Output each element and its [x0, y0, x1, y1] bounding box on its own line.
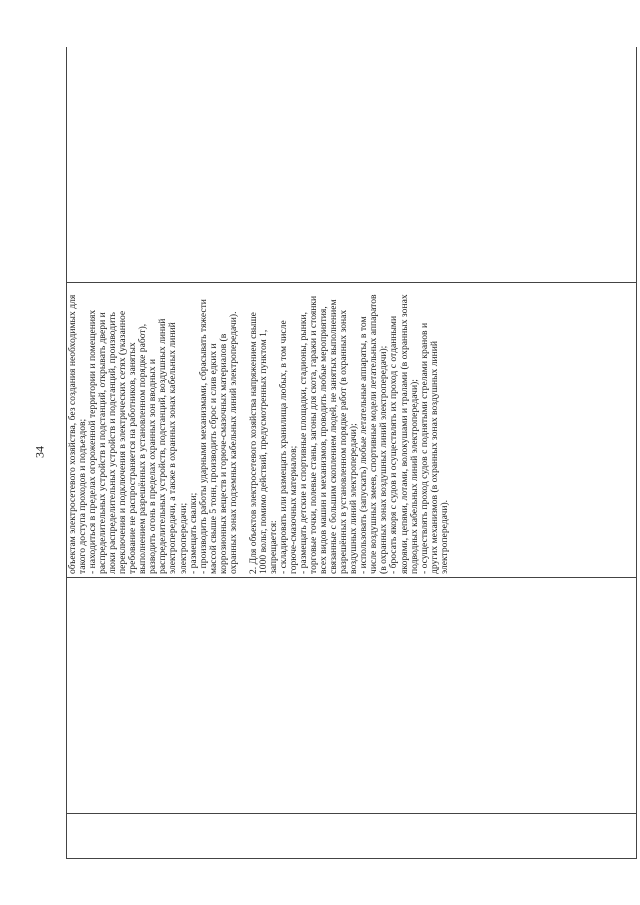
text-line: запрещается:: [267, 520, 279, 574]
text-line: электропередачи).: [438, 499, 450, 574]
table-row: [67, 47, 637, 859]
text-line: других механизмов (в охранных зонах воздушных линий: [428, 340, 440, 574]
text-line: объектам электросетевого хозяйства, без создания необходимых для: [67, 294, 78, 574]
text-line: - производить работы ударными механизмами, сбрасывать тяжести: [197, 299, 209, 574]
text-line: - размещать детские и спортивные площадки, стадионы, рынки,: [298, 311, 310, 574]
content-table: [66, 47, 637, 859]
text-line: требование не распространяется на работников, занятых: [127, 342, 139, 574]
text-line: люки распределительных устройств и подстанций, производить: [107, 312, 119, 574]
landscape-sheet: [66, 47, 637, 859]
text-line: торговые точки, полевые станы, загоны для скота, гаражи и стоянки: [308, 295, 320, 574]
text-line: - осуществлять проход судов с поднятыми стрелами кранов и: [418, 322, 430, 574]
text-line: - складировать или размещать хранилища любых, в том числе: [277, 320, 289, 574]
text-line: горюче-смазочных материалов;: [287, 445, 299, 574]
text-line: всех видов машин и механизмов, проводить любые мероприятия,: [318, 306, 330, 574]
text-line: воздушных линий электропередачи);: [348, 423, 360, 574]
text-line: - бросать якоря с судов и осуществлять их проход с отданными: [388, 315, 400, 574]
text-line: электропередачи;: [177, 502, 189, 574]
text-line: 2. Для объектов электросетевого хозяйства напряжением свыше: [247, 312, 259, 574]
text-line: охранных зонах подземных кабельных линий электропередачи).: [227, 311, 239, 574]
table-cell-empty-2: [67, 578, 637, 814]
table-cell-restrictions: [67, 283, 637, 578]
text-line: распределительных устройств и подстанций, открывать двери и: [97, 312, 109, 574]
text-line: электропередачи, а также в охранных зонах кабельных линий: [167, 322, 179, 574]
text-line: (в охранных зонах воздушных линий электропередачи);: [378, 345, 390, 574]
text-line: - находиться в пределах огороженной территории и помещениях: [87, 309, 99, 574]
text-line: разрешённых в установленном порядке работ (в охранных зонах: [338, 309, 350, 574]
text-line: - размещать свалки;: [187, 492, 199, 574]
text-line: числе воздушных змеев, спортивные модели летательных аппаратов: [368, 294, 380, 574]
page-number: 34: [32, 446, 47, 458]
restrictions-text: [67, 283, 452, 577]
text-line: массой свыше 5 тонн, производить сброс и слив едких и: [207, 343, 219, 574]
text-line: - использовать (запускать) любые летательные аппараты, в том: [358, 316, 370, 574]
text-line: 1000 вольт, помимо действий, предусмотренных пунктом 1,: [257, 329, 269, 574]
text-line: связанные с большим скоплением людей, не занятых выполнением: [328, 299, 340, 574]
text-line: переключения и подключения в электрических сетях (указанное: [117, 310, 129, 574]
text-line: подводных кабельных линий электропередачи);: [408, 379, 420, 574]
rotated-page-area: [66, 47, 637, 859]
text-line: разводить огонь в пределах охранных зон вводных и: [147, 358, 159, 574]
text-line: якорями, цепями, лотами, волокушами и тралами (в охранных зонах: [398, 294, 410, 574]
table-cell-empty-1: [67, 814, 637, 859]
text-line: выполнением разрешённых в установленном порядке работ),: [137, 323, 149, 574]
text-line: коррозионных веществ и горюче-смазочных материалов (в: [217, 333, 229, 574]
text-line: распределительных устройств, подстанций, воздушных линий: [157, 318, 169, 574]
text-line: такого доступа проходов и подъездов;: [77, 418, 89, 574]
table-cell-empty-3: [67, 47, 637, 283]
